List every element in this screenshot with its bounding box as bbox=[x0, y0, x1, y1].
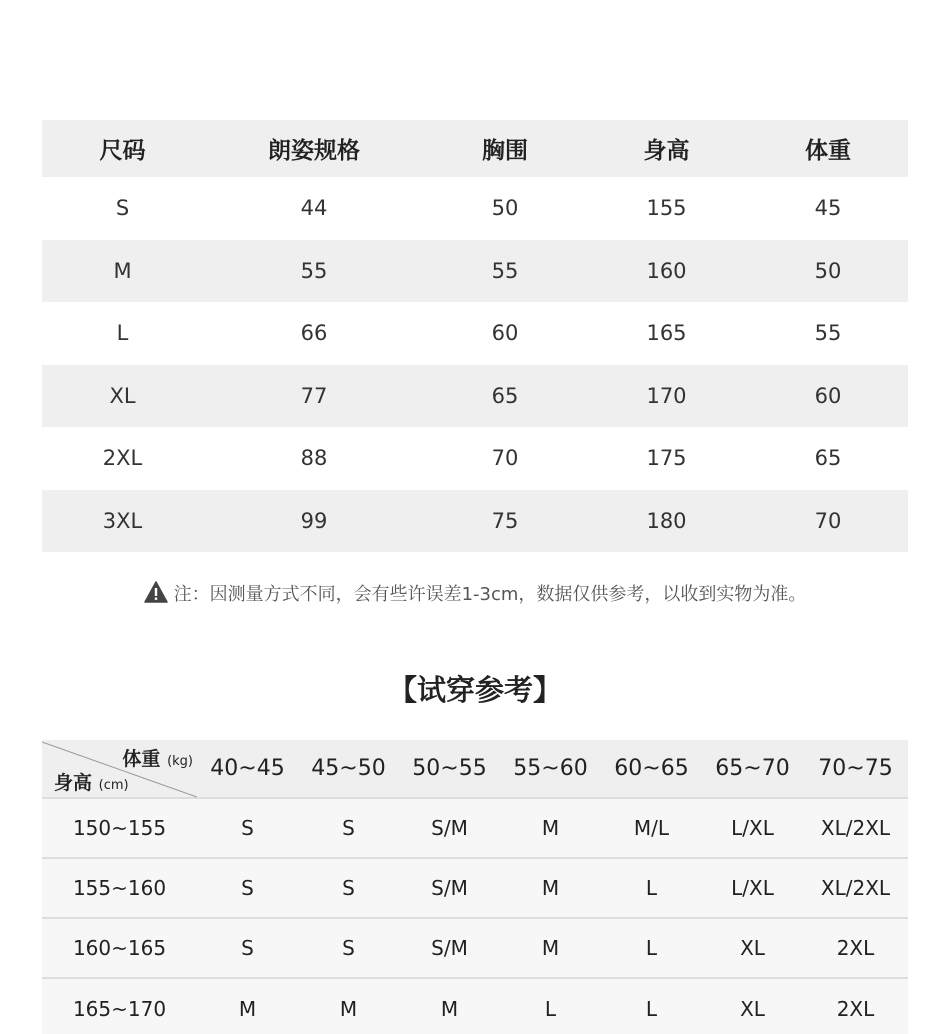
note-text: 注：因测量方式不同，会有些许误差1-3cm，数据仅供参考，以收到实物为准。 bbox=[173, 584, 807, 605]
table-row bbox=[42, 177, 908, 240]
cell-weight: 65 bbox=[814, 446, 842, 471]
size-cell: XL bbox=[702, 978, 803, 1034]
cell-size: M bbox=[42, 240, 203, 303]
cell-size: XL bbox=[42, 365, 203, 428]
size-cell: S bbox=[298, 918, 399, 978]
header-lancy-spec: 朗姿规格 bbox=[203, 120, 425, 177]
cell-chest: 50 bbox=[491, 196, 519, 221]
size-cell: M bbox=[298, 978, 399, 1034]
size-cell: 2XL bbox=[803, 918, 908, 978]
size-cell: L bbox=[601, 858, 702, 918]
cell-height: 165 bbox=[646, 321, 687, 346]
size-cell: M/L bbox=[601, 798, 702, 858]
table-row bbox=[42, 918, 908, 978]
table-row bbox=[42, 427, 908, 490]
cell-spec: 55 bbox=[203, 240, 425, 303]
cell-spec: 44 bbox=[300, 196, 328, 221]
table-row bbox=[42, 302, 908, 365]
cell-size: S bbox=[115, 196, 130, 221]
cell-height: 160 bbox=[585, 240, 748, 303]
cell-height: 155 bbox=[646, 196, 687, 221]
cell-spec: 99 bbox=[203, 490, 425, 553]
size-cell: S/M bbox=[399, 858, 500, 918]
size-cell: S/M bbox=[399, 918, 500, 978]
cell-weight: 50 bbox=[748, 240, 908, 303]
size-cell: S/M bbox=[399, 798, 500, 858]
size-cell: L bbox=[601, 918, 702, 978]
size-cell: XL/2XL bbox=[803, 858, 908, 918]
size-cell: S bbox=[298, 858, 399, 918]
cell-chest: 70 bbox=[491, 446, 519, 471]
cell-spec: 77 bbox=[203, 365, 425, 428]
size-cell: M bbox=[500, 858, 601, 918]
size-cell: S bbox=[197, 918, 298, 978]
cell-spec: 66 bbox=[300, 321, 328, 346]
cell-weight: 45 bbox=[814, 196, 842, 221]
size-cell: S bbox=[197, 798, 298, 858]
height-range-cell: 155~160 bbox=[42, 858, 197, 918]
size-cell: M bbox=[500, 798, 601, 858]
table-row bbox=[42, 978, 908, 1034]
size-cell: S bbox=[197, 858, 298, 918]
cell-weight: 60 bbox=[748, 365, 908, 428]
measurement-note bbox=[0, 580, 950, 608]
cell-height: 175 bbox=[646, 446, 687, 471]
size-cell: XL bbox=[702, 918, 803, 978]
cell-height: 170 bbox=[585, 365, 748, 428]
corner-weight-label: 体重 (kg) bbox=[122, 748, 193, 770]
warning-icon bbox=[144, 581, 168, 608]
size-cell: L bbox=[500, 978, 601, 1034]
cell-spec: 88 bbox=[300, 446, 328, 471]
size-cell: L/XL bbox=[702, 798, 803, 858]
table-row bbox=[42, 490, 908, 553]
table-row bbox=[42, 858, 908, 918]
cell-size: L bbox=[116, 321, 129, 346]
corner-header bbox=[42, 740, 197, 798]
header-weight: 体重 bbox=[748, 120, 908, 177]
header-size: 尺码 bbox=[42, 120, 203, 177]
cell-size: 2XL bbox=[102, 446, 143, 471]
table-row bbox=[42, 365, 908, 428]
size-cell: M bbox=[399, 978, 500, 1034]
cell-chest: 60 bbox=[491, 321, 519, 346]
size-cell: S bbox=[298, 798, 399, 858]
weight-range-header: 40~45 bbox=[197, 740, 298, 798]
size-table-header bbox=[42, 120, 908, 177]
cell-height: 180 bbox=[585, 490, 748, 553]
table-row bbox=[42, 240, 908, 303]
size-cell: M bbox=[500, 918, 601, 978]
weight-range-header: 70~75 bbox=[803, 740, 908, 798]
weight-range-header: 60~65 bbox=[601, 740, 702, 798]
fit-reference-table bbox=[42, 740, 908, 1034]
cell-chest: 65 bbox=[425, 365, 585, 428]
cell-weight: 55 bbox=[814, 321, 842, 346]
cell-chest: 55 bbox=[425, 240, 585, 303]
weight-range-header: 45~50 bbox=[298, 740, 399, 798]
header-chest: 胸围 bbox=[425, 120, 585, 177]
header-height: 身高 bbox=[585, 120, 748, 177]
size-cell: L/XL bbox=[702, 858, 803, 918]
size-table bbox=[42, 120, 908, 552]
reference-title: 【试穿参考】 bbox=[387, 673, 562, 707]
height-range-cell: 150~155 bbox=[42, 798, 197, 858]
size-cell: L bbox=[601, 978, 702, 1034]
size-cell: M bbox=[197, 978, 298, 1034]
weight-range-header: 50~55 bbox=[399, 740, 500, 798]
cell-chest: 75 bbox=[425, 490, 585, 553]
height-range-cell: 165~170 bbox=[42, 978, 197, 1034]
cell-weight: 70 bbox=[748, 490, 908, 553]
reference-header-row bbox=[42, 740, 908, 798]
weight-range-header: 65~70 bbox=[702, 740, 803, 798]
cell-size: 3XL bbox=[42, 490, 203, 553]
size-cell: XL/2XL bbox=[803, 798, 908, 858]
corner-height-label: 身高 (cm) bbox=[54, 772, 129, 794]
height-range-cell: 160~165 bbox=[42, 918, 197, 978]
size-cell: 2XL bbox=[803, 978, 908, 1034]
weight-range-header: 55~60 bbox=[500, 740, 601, 798]
table-row bbox=[42, 798, 908, 858]
